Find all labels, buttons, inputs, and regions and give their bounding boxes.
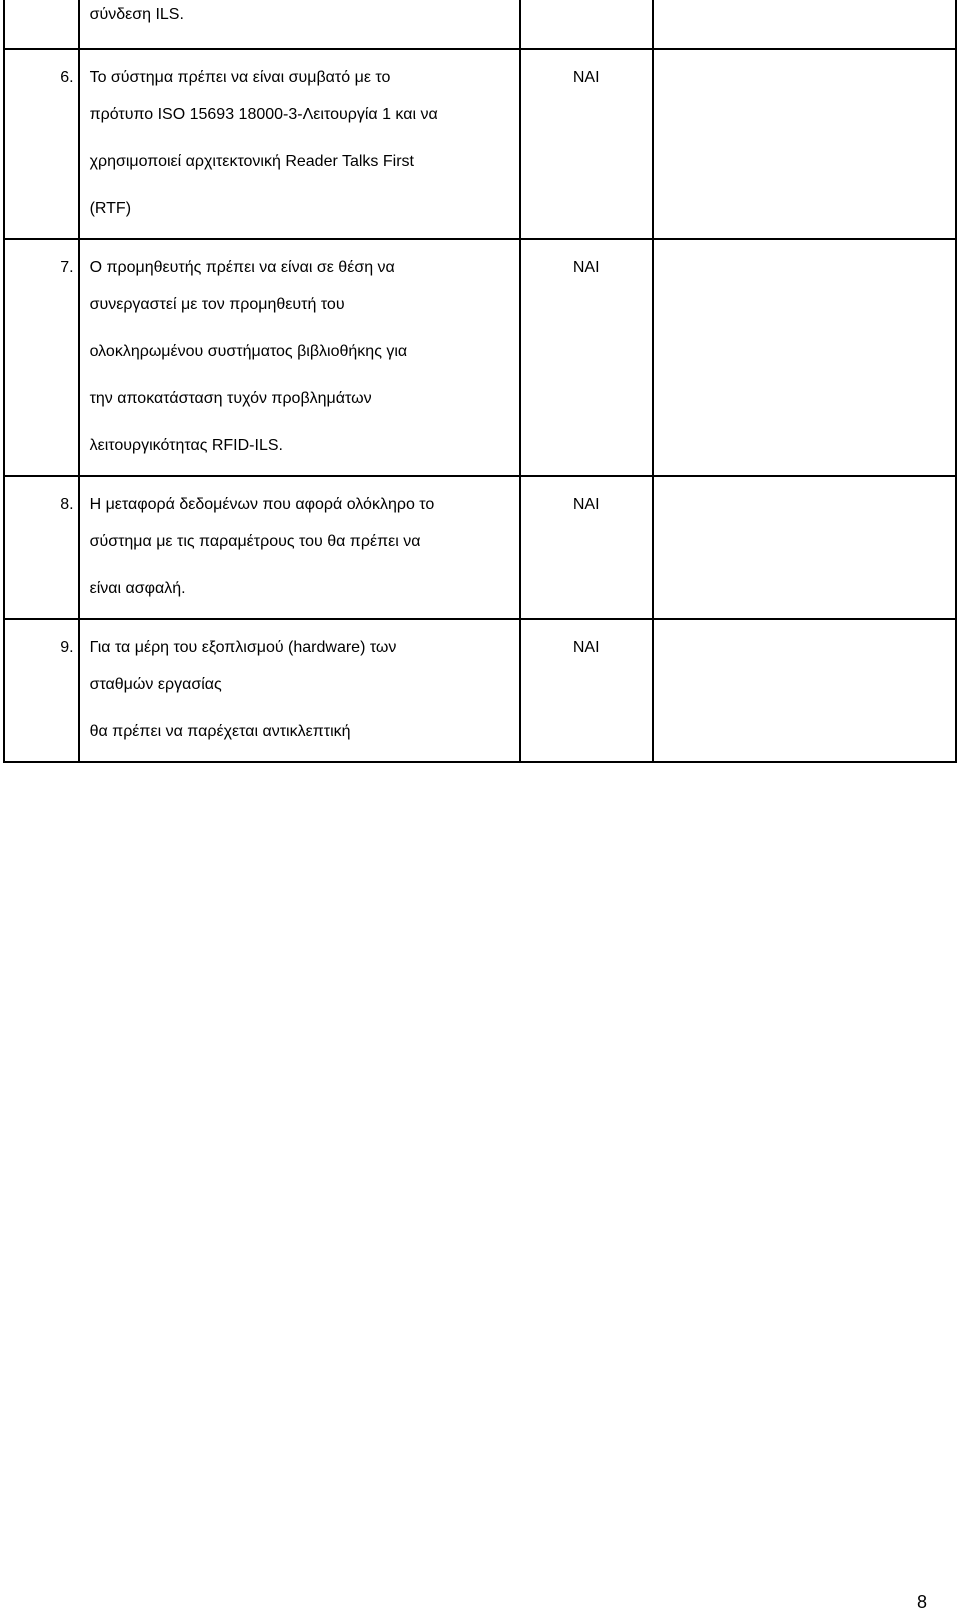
item-text-line: Για τα μέρη του εξοπλισμού (hardware) των [89,639,397,656]
answer-value: NAI [572,639,600,656]
answer-cell [520,0,653,49]
item-number: 6. [60,69,74,86]
answer-value: NAI [572,259,600,276]
item-number: 9. [60,639,74,656]
remarks-cell [653,49,956,239]
item-text-line: είναι ασφαλή. [89,580,186,597]
table-row-item-9 [4,619,956,762]
answer-value: NAI [572,69,600,86]
item-number: 7. [60,259,74,276]
remarks-cell [653,476,956,619]
item-number-cell [4,49,79,239]
item-text-line: σύνδεση ILS. [89,6,184,23]
item-number: 8. [60,496,74,513]
item-text-line: Ο προμηθευτής πρέπει να είναι σε θέση να [89,259,395,276]
page-number: 8 [916,1592,927,1612]
item-text-cell [79,239,520,476]
specifications-table [3,0,957,763]
item-text-line: σύστημα με τις παραμέτρους του θα πρέπει να [89,533,421,550]
table-row-continued [4,0,956,49]
item-text-line: λειτουργικότητας RFID-ILS. [89,437,283,454]
answer-cell [520,49,653,239]
item-text-line: πρότυπο ISO 15693 18000-3-Λειτουργία 1 και να [89,106,438,123]
item-text-cell [79,0,520,49]
item-number-cell [4,239,79,476]
item-text-line: (RTF) [89,200,132,217]
remarks-cell [653,619,956,762]
remarks-cell [653,0,956,49]
item-text-cell [79,619,520,762]
answer-value: NAI [572,496,600,513]
item-text-line: ολοκληρωμένου συστήματος βιβλιοθήκης για [89,343,408,360]
item-text-line: θα πρέπει να παρέχεται αντικλεπτική [89,723,351,740]
item-text-cell [79,49,520,239]
item-number-cell [4,476,79,619]
item-text-line: σταθμών εργασίας [89,676,222,693]
item-text-line: Η μεταφορά δεδομένων που αφορά ολόκληρο το [89,496,435,513]
answer-cell [520,476,653,619]
item-number-cell [4,0,79,49]
item-text-line: την αποκατάσταση τυχόν προβλημάτων [89,390,372,407]
table-row-item-7 [4,239,956,476]
item-text-cell [79,476,520,619]
remarks-cell [653,239,956,476]
item-text-line: Το σύστημα πρέπει να είναι συμβατό με το [89,69,391,86]
item-text-line: χρησιμοποιεί αρχιτεκτονική Reader Talks First [89,153,414,170]
item-text-line: συνεργαστεί με τον προμηθευτή του [89,296,345,313]
table-row-item-8 [4,476,956,619]
item-number-cell [4,619,79,762]
table-row-item-6 [4,49,956,239]
answer-cell [520,619,653,762]
answer-cell [520,239,653,476]
